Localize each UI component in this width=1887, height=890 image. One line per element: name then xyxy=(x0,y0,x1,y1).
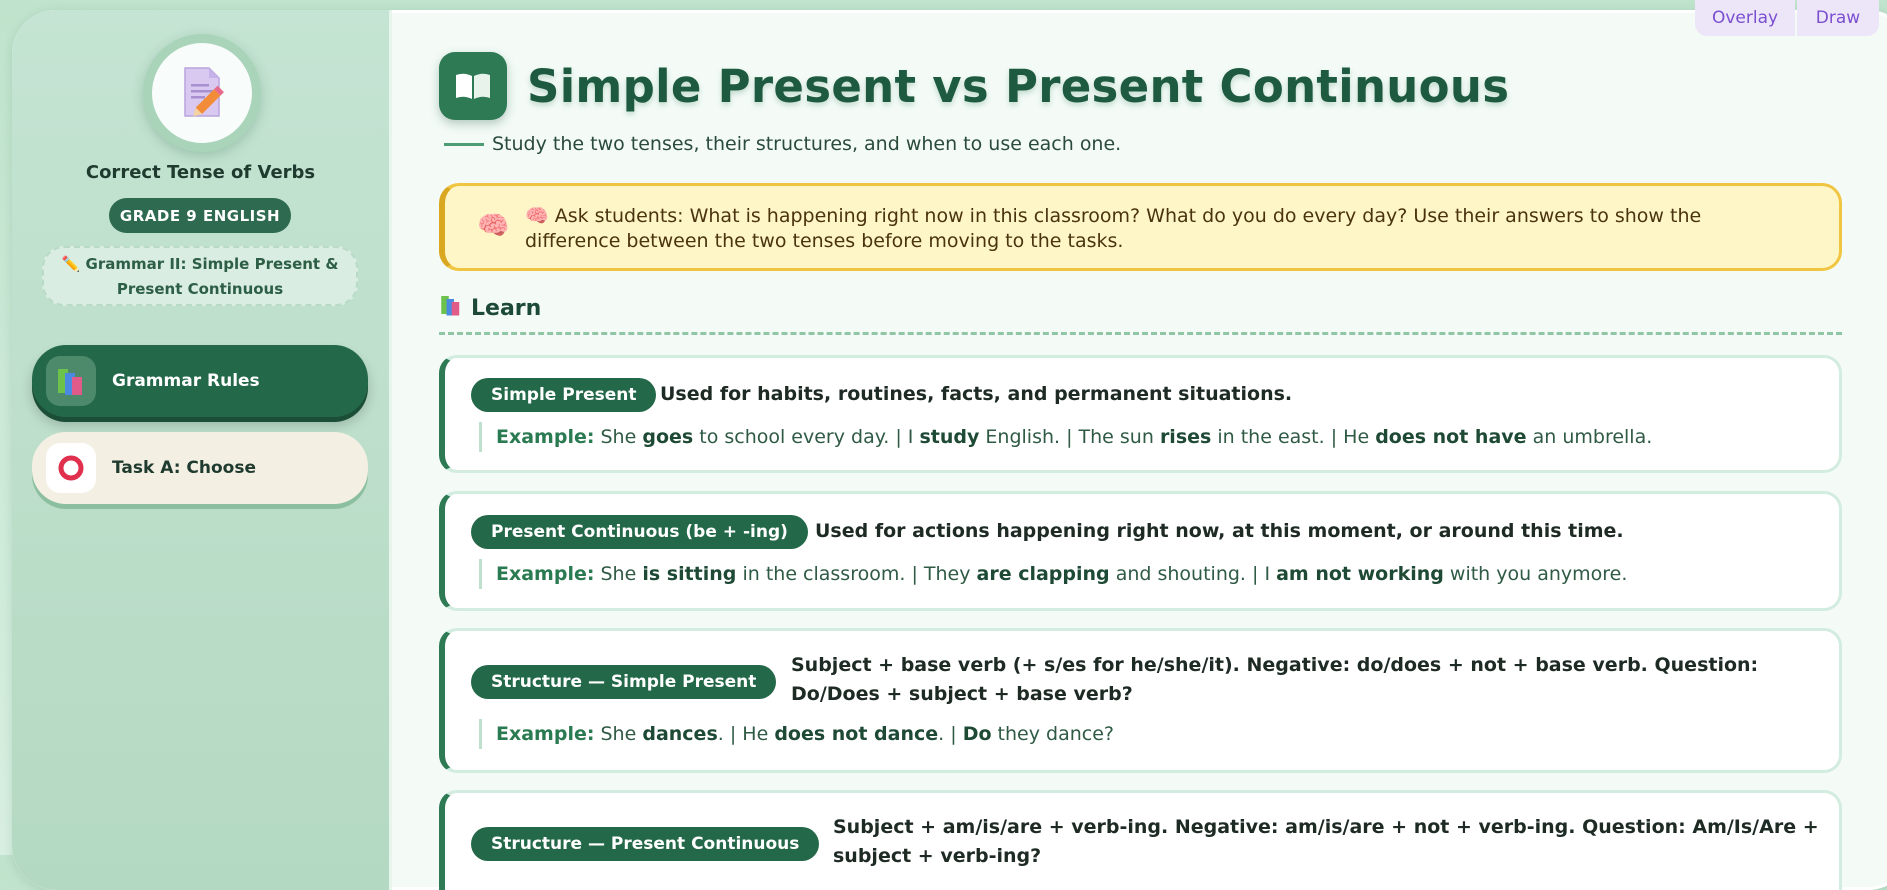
rule-pill: Structure — Simple Present xyxy=(471,665,776,699)
brain-icon: 🧠 xyxy=(477,211,510,241)
rule-description: Used for actions happening right now, at this moment, or around this time. xyxy=(815,520,1624,542)
example-item: The sun rises in the east. xyxy=(1078,426,1325,448)
subtitle-dash xyxy=(444,143,484,146)
rule-example xyxy=(479,719,1114,749)
logo-ring xyxy=(143,34,261,152)
subtitle-text: Study the two tenses, their structures, and when to use each one. xyxy=(492,133,1122,155)
example-item: I study English. xyxy=(907,426,1061,448)
sidebar-item-label: Task A: Choose xyxy=(112,458,256,478)
example-item: She is sitting in the classroom. xyxy=(600,563,906,585)
example-sep: | xyxy=(889,426,908,448)
sidebar-item-grammar-rules[interactable] xyxy=(32,345,368,417)
tip-text: 🧠 Ask students: What is happening right now in this classroom? What do you do every day? Use their answers to show the difference between the two tenses before moving to the tasks. xyxy=(525,205,1702,252)
sidebar-item-task-a[interactable] xyxy=(32,432,368,504)
section-title: Learn xyxy=(471,295,542,321)
rule-card-simple-present xyxy=(439,355,1842,473)
example-item: They are clapping and shouting. xyxy=(923,563,1246,585)
example-label: Example: xyxy=(496,723,595,745)
example-sep: | xyxy=(905,563,924,585)
ring-icon xyxy=(46,443,96,493)
rule-example xyxy=(479,422,1652,452)
draw-button[interactable]: Draw xyxy=(1797,0,1879,36)
example-item: Do they dance? xyxy=(962,723,1114,745)
rule-pill: Structure — Present Continuous xyxy=(471,827,819,861)
example-sep: | xyxy=(1245,563,1265,585)
rule-description: Subject + base verb (+ s/es for he/she/it). Negative: do/does + not + base verb. Question: Do/Does + subject + base verb? xyxy=(791,654,1759,705)
example-label: Example: xyxy=(496,426,595,448)
section-heading-learn xyxy=(439,293,541,323)
example-sep: | xyxy=(723,723,743,745)
example-sep: | xyxy=(1324,426,1344,448)
unit-box xyxy=(42,246,358,306)
rule-card-structure-present-continuous xyxy=(439,790,1842,890)
rule-pill: Present Continuous (be + -ing) xyxy=(471,515,808,549)
section-divider xyxy=(439,332,1842,335)
document-pencil-icon xyxy=(152,43,252,143)
app-frame xyxy=(12,10,1887,890)
example-item: He does not dance. xyxy=(742,723,945,745)
sidebar-item-label: Grammar Rules xyxy=(112,371,260,391)
rule-description: Subject + am/is/are + verb-ing. Negative: am/is/are + not + verb-ing. Question: Am/Is/Are + subject + verb-ing? xyxy=(833,816,1819,867)
overlay-button[interactable]: Overlay xyxy=(1695,0,1795,36)
example-label: Example: xyxy=(496,563,595,585)
books-icon xyxy=(46,356,96,406)
rule-card-present-continuous xyxy=(439,491,1842,611)
pencil-icon: ✏️ xyxy=(61,255,81,273)
page-title: Simple Present vs Present Continuous xyxy=(527,60,1510,113)
sidebar xyxy=(12,10,392,890)
rule-description: Used for habits, routines, facts, and permanent situations. xyxy=(660,383,1293,405)
example-sep: | xyxy=(1060,426,1079,448)
example-sep: | xyxy=(944,723,963,745)
example-item: He does not have an umbrella. xyxy=(1343,426,1653,448)
rule-pill: Simple Present xyxy=(471,378,656,412)
unit-label: Grammar II: Simple Present & Present Continuous xyxy=(85,255,339,298)
rule-example xyxy=(479,559,1627,589)
books-icon xyxy=(439,293,463,323)
example-item: She goes to school every day. xyxy=(600,426,890,448)
example-item: She dances. xyxy=(600,723,724,745)
open-book-icon xyxy=(439,52,507,120)
grade-badge: GRADE 9 ENGLISH xyxy=(109,198,291,233)
page-subtitle xyxy=(444,133,1121,155)
rule-card-structure-simple-present xyxy=(439,628,1842,773)
example-item: I am not working with you anymore. xyxy=(1264,563,1628,585)
sidebar-title: Correct Tense of Verbs xyxy=(85,162,316,183)
teacher-tip xyxy=(439,183,1842,271)
